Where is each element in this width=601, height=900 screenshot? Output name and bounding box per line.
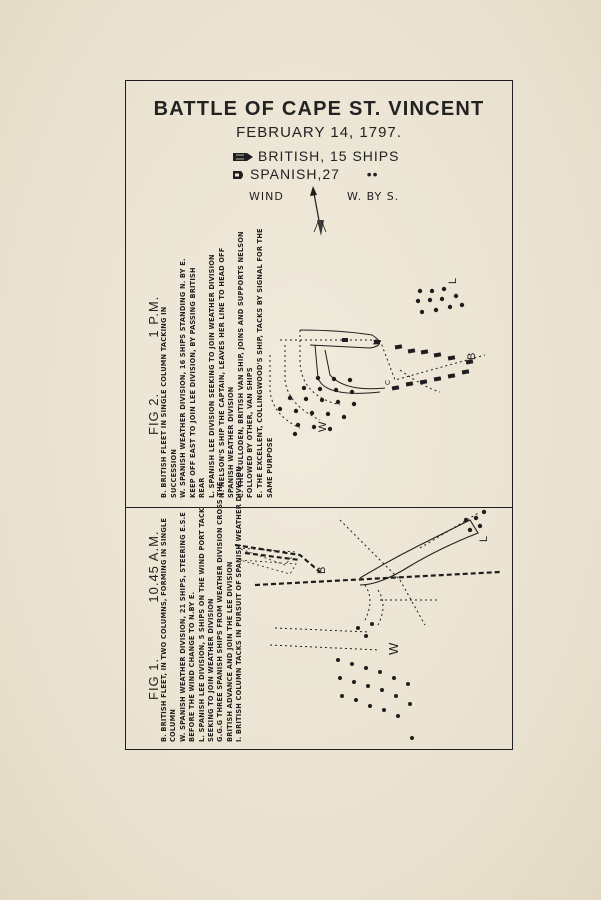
wind-label: WIND <box>249 190 284 203</box>
fig1-note: W. SPANISH WEATHER DIVISION, 21 SHIPS, STEERING E.S.E <box>178 512 187 742</box>
fig2-note: SUCCESSION <box>169 448 178 498</box>
fig1-note: BEFORE THE WIND CHANGE TO N.BY E. <box>188 591 197 742</box>
fig2-label-n: N <box>373 339 380 345</box>
fig1-note: L. SPANISH LEE DIVISION, 5 SHIPS ON THE WIND PORT TACK <box>197 507 206 742</box>
fig2-label-l: L <box>447 277 459 284</box>
wind-arrow-icon <box>310 186 326 236</box>
fig2-note: W. SPANISH WEATHER DIVISION, 16 SHIPS STANDING N. BY E. <box>179 258 188 498</box>
fig1-label-l: L <box>478 535 490 542</box>
fig2-note: SAME PURPOSE <box>265 437 274 498</box>
fig1-note: BRITISH ADVANCE AND JOIN THE LEE DIVISION <box>225 561 234 742</box>
legend-spanish-label: SPANISH,27 <box>250 166 340 182</box>
fig2-time: 1 P.M. <box>146 295 161 338</box>
fig2-label-c: C <box>385 379 392 385</box>
fig2-note: N. NELSON'S SHIP THE CAPTAIN, LEAVES HER LINE TO HEAD OFF <box>217 247 226 498</box>
fig1-note: B. BRITISH FLEET, IN TWO COLUMNS, FORMING IN SINGLE <box>160 517 168 742</box>
fig1-label-w: W <box>386 642 401 655</box>
fig2-note: C. THE CULLODEN, BRITISH VAN SHIP, JOINS AND SUPPORTS NELSON <box>236 231 245 498</box>
fig1-note: COLUMN <box>169 708 178 742</box>
fig1-title: FIG 1. <box>146 657 161 700</box>
fig1-note: G.G.G THREE SPANISH SHIPS FROM WEATHER DIVISION CROSS THE <box>216 481 225 742</box>
fig2-note: B. BRITISH FLEET IN SINGLE COLUMN TACKING IN <box>160 306 168 498</box>
fig2-british-column <box>342 338 473 390</box>
legend-spanish-ditto: •• <box>366 166 379 182</box>
fig1-label-b: B <box>316 566 328 574</box>
wind-direction: W. BY S. <box>347 190 400 203</box>
fig2-note: KEEP OFF EAST TO JOIN LEE DIVISION, BY PASSING BRITISH <box>188 267 197 498</box>
fig2-note: REAR <box>198 477 207 498</box>
fig2-note: FOLLOWED BY OTHER, VAN SHIPS <box>246 367 255 498</box>
fig2-spanish-lee-division <box>416 287 464 314</box>
fig2-label-w: W <box>317 421 329 432</box>
fig2-label-b: B <box>466 352 478 360</box>
legend-british-label: BRITISH, 15 SHIPS <box>258 148 400 164</box>
fig1-spanish-weather-division <box>336 622 414 740</box>
map-date: FEBRUARY 14, 1797. <box>236 124 402 141</box>
map-title: BATTLE OF CAPE ST. VINCENT <box>153 98 485 120</box>
fig2-note: L. SPANISH LEE DIVISION SEEKING TO JOIN WEATHER DIVISION <box>207 254 216 498</box>
fig1-note: I. BRITISH COLUMN TACKS IN PURSUIT OF SPANISH WEATHER DIVISION <box>235 466 244 742</box>
fig2-note: E. THE EXCELLENT, COLLINGWOOD'S SHIP, TACKS BY SIGNAL FOR THE <box>255 228 264 498</box>
fig2-note: SPANISH WEATHER DIVISION <box>227 386 236 498</box>
fig1-time: 10.45 A.M. <box>146 530 161 603</box>
fig2-title: FIG 2. <box>146 392 161 435</box>
fig1-note: SEEKING TO JOIN WEATHER DIVISION <box>207 598 216 742</box>
fig1-tracks <box>235 512 500 650</box>
